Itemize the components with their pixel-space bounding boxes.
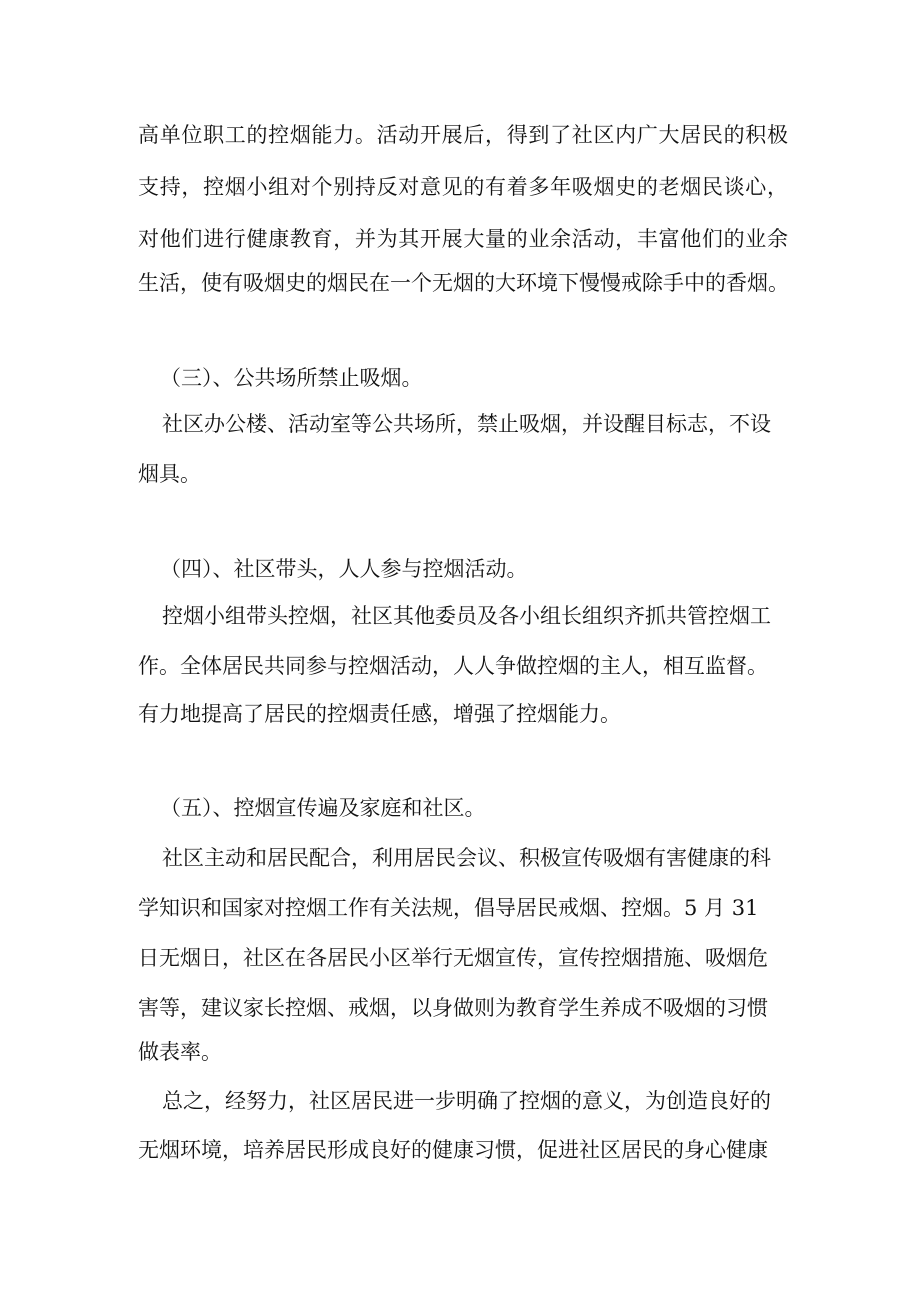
paragraph-line: 做表率。 [138,1040,222,1064]
paragraph-line: 支持，控烟小组对个别持反对意见的有着多年吸烟史的老烟民谈心， [138,175,788,199]
paragraph-line: 生活，使有吸烟史的烟民在一个无烟的大环境下慢慢戒除手中的香烟。 [138,271,789,295]
paragraph-line: 日无烟日，社区在各居民小区举行无烟宣传，宣传控烟措施、吸烟危 [138,946,768,970]
paragraph-line: 烟具。 [138,462,201,486]
paragraph-line: 对他们进行健康教育，并为其开展大量的业余活动，丰富他们的业余 [138,227,788,251]
section-heading: （五）、控烟宣传遍及家庭和社区。 [160,796,486,820]
paragraph-line: 控烟小组带头控烟，社区其他委员及各小组长组织齐抓共管控烟工 [162,604,771,628]
paragraph-line: 社区主动和居民配合，利用居民会议、积极宣传吸烟有害健康的科 [162,846,771,870]
paragraph-line: 高单位职工的控烟能力。活动开展后，得到了社区内广大居民的积极 [138,123,788,147]
section-heading: （四）、社区带头，人人参与控烟活动。 [160,557,528,581]
paragraph-line: 社区办公楼、活动室等公共场所，禁止吸烟，并设醒目标志，不设 [162,412,771,436]
paragraph-line: 作。全体居民共同参与控烟活动，人人争做控烟的主人，相互监督。 [138,654,768,678]
paragraph-line: 无烟环境，培养居民形成良好的健康习惯，促进社区居民的身心健康 [138,1138,768,1162]
section-heading: （三）、公共场所禁止吸烟。 [160,366,423,390]
paragraph-line: 学知识和国家对控烟工作有关法规，倡导居民戒烟、控烟。5 月 31 [138,896,759,920]
paragraph-line: 有力地提高了居民的控烟责任感，增强了控烟能力。 [138,702,621,726]
paragraph-line: 总之，经努力，社区居民进一步明确了控烟的意义，为创造良好的 [162,1089,771,1113]
paragraph-line: 害等，建议家长控烟、戒烟，以身做则为教育学生养成不吸烟的习惯 [138,996,768,1020]
